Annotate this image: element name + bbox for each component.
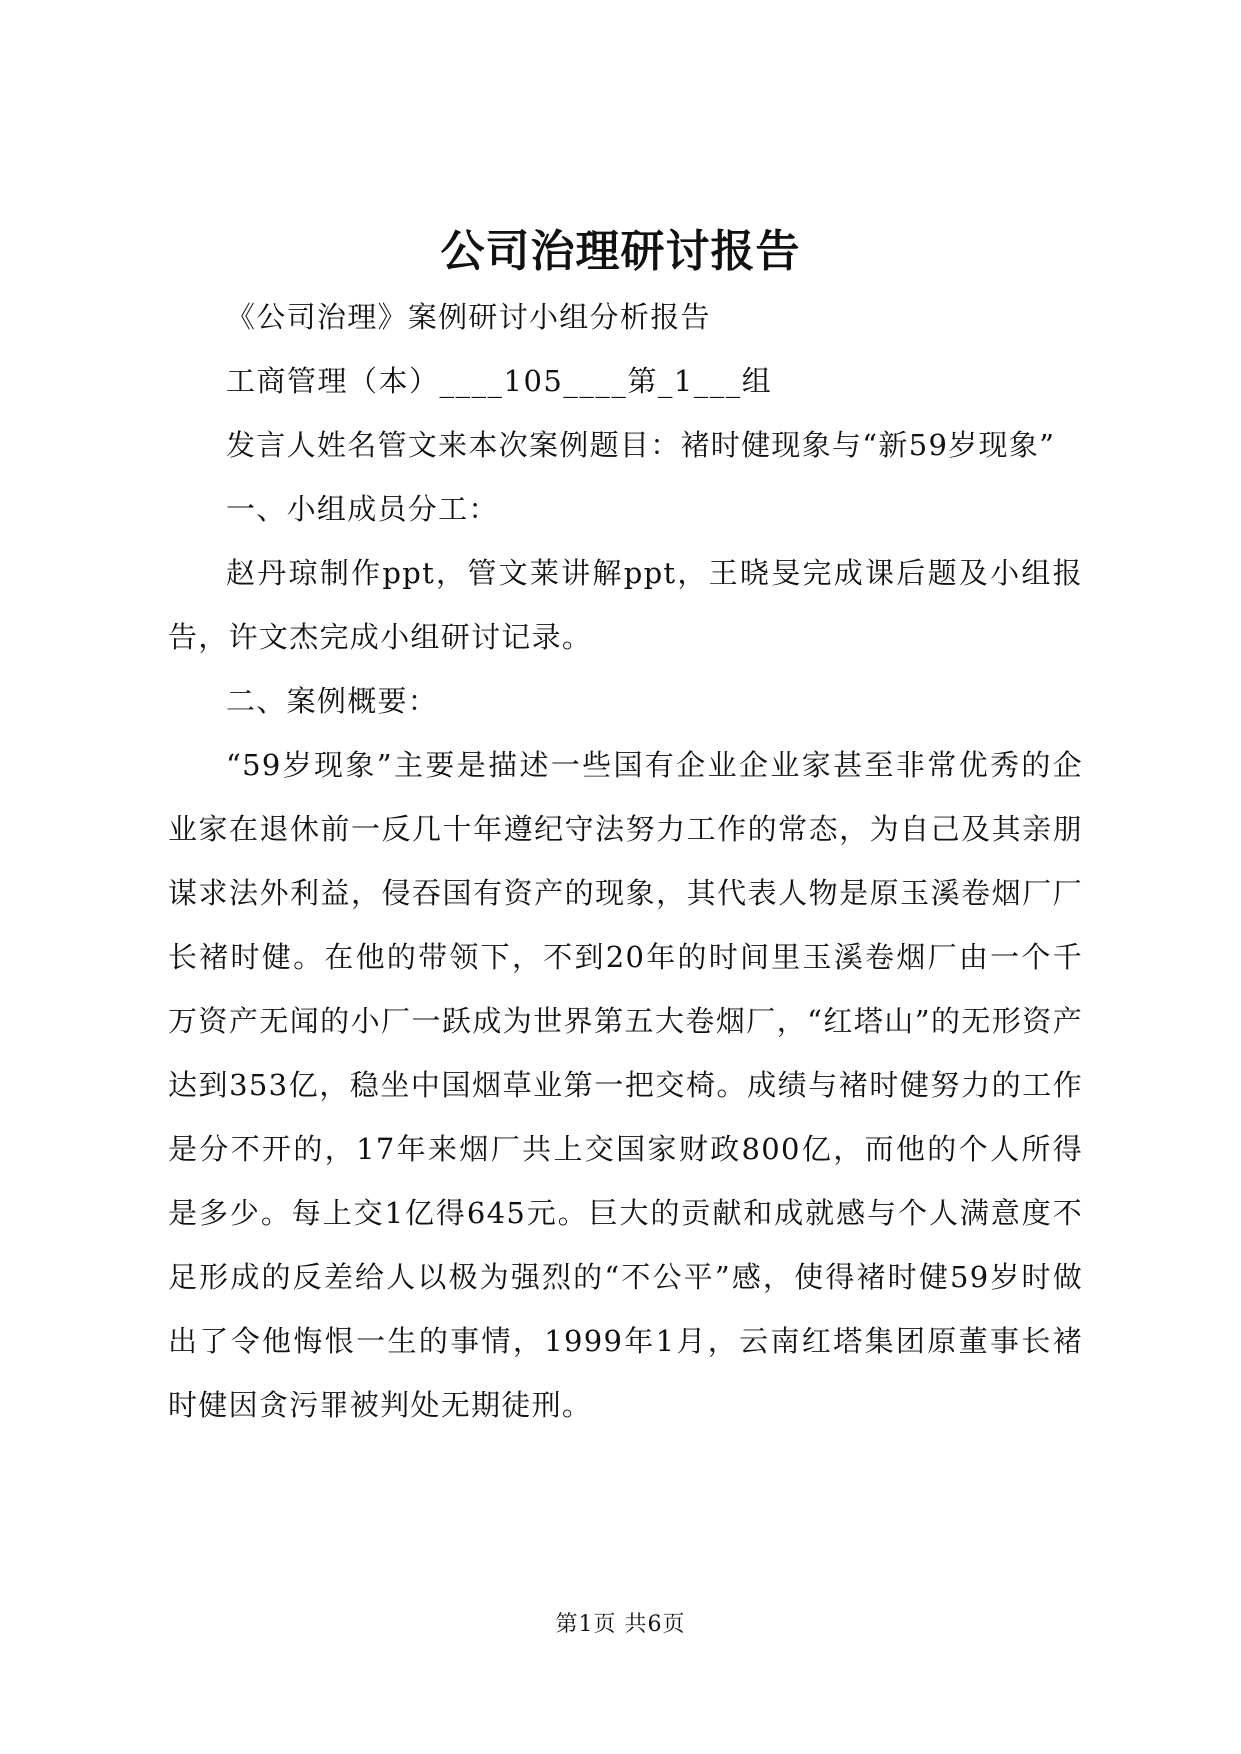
speaker-topic-paragraph: 发言人姓名管文来本次案例题目：褚时健现象与“新59岁现象”	[226, 428, 1056, 462]
class-group-line: 工商管理（本）____105____第_1___组	[226, 364, 773, 398]
document-body	[168, 285, 1083, 1437]
case-summary-paragraph: “59岁现象”主要是描述一些国有企业企业家甚至非常优秀的企业家在退休前一反几十年遵纪守法努力工作的常态，为自己及其亲朋谋求法外利益，侵吞国有资产的现象，其代表人物是原玉溪卷烟厂厂长褚时健。在他的带领下，不到20年的时间里玉溪卷烟厂由一个千万资产无闻的小厂一跃成为世界第五大卷烟厂，“红塔山”的无形资产达到353亿，稳坐中国烟草业第一把交椅。成绩与褚时健努力的工作是分不开的，17年来烟厂共上交国家财政800亿，而他的个人所得是多少。每上交1亿得645元。巨大的贡献和成就感与个人满意度不足形成的反差给人以极为强烈的“不公平”感，使得褚时健59岁时做出了令他悔恨一生的事情，1999年1月，云南红塔集团原董事长褚时健因贪污罪被判处无期徒刑。	[168, 748, 1083, 1422]
document-title: 公司治理研讨报告	[440, 226, 801, 277]
report-subtitle: 《公司治理》案例研讨小组分析报告	[226, 300, 711, 334]
section-heading-summary: 二、案例概要：	[226, 684, 439, 718]
division-paragraph: 赵丹琼制作ppt，管文莱讲解ppt，王晓旻完成课后题及小组报告，许文杰完成小组研讨记录。	[168, 556, 1083, 654]
section-heading-division: 一、小组成员分工：	[226, 492, 499, 526]
page-footer: 第1页 共6页	[555, 1612, 686, 1637]
